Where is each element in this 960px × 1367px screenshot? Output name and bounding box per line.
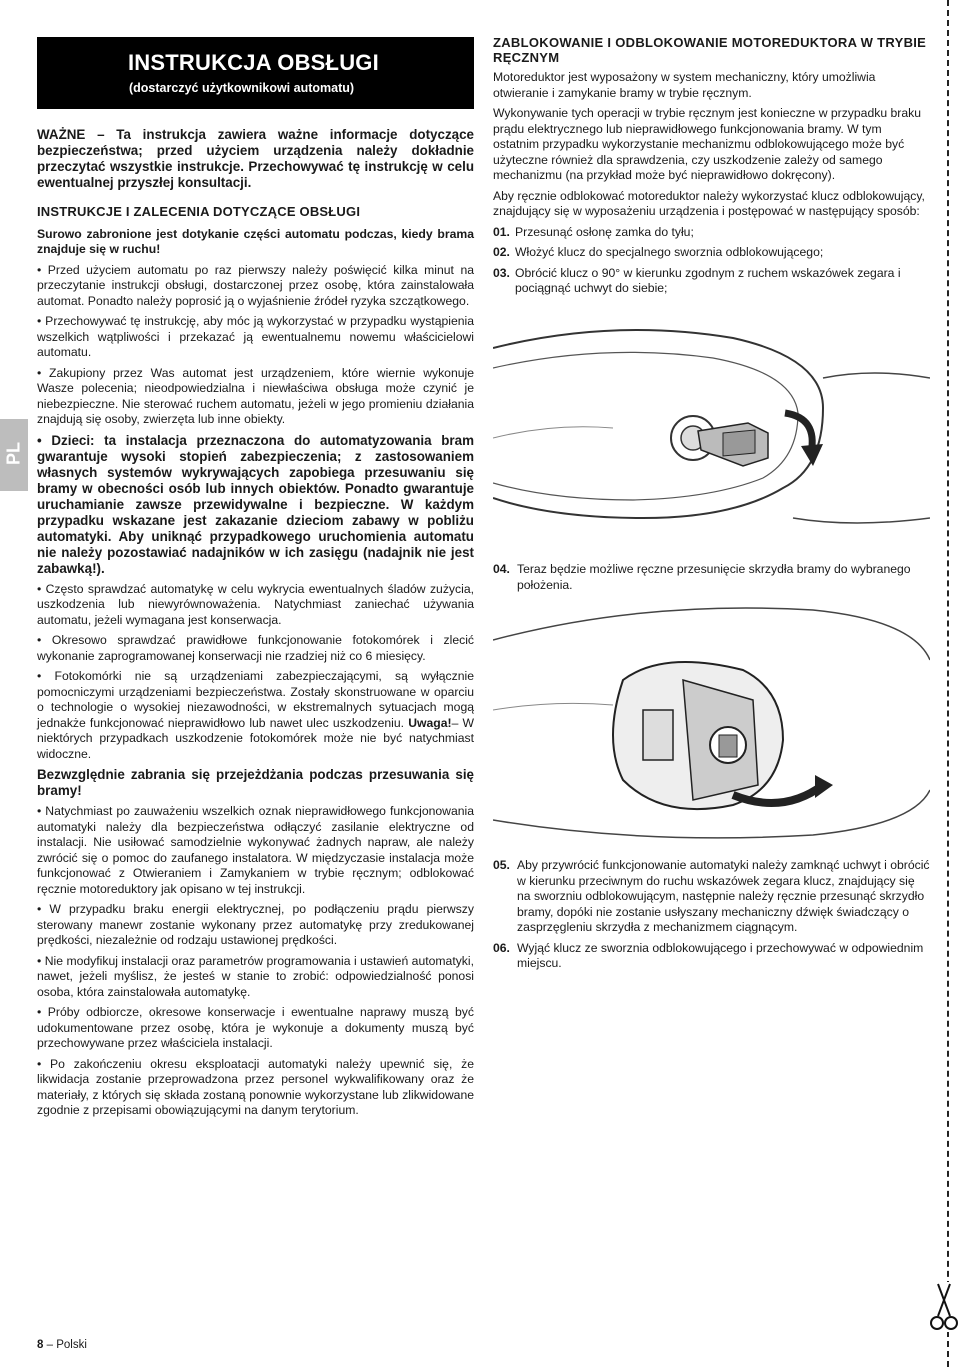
language-tab-label: PL [3,442,24,466]
paragraph: Motoreduktor jest wyposażony w system mechaniczny, który umożliwia otwieranie i zamykanie bramy w trybie ręcznym. [493,70,876,100]
paragraph: • Nie modyfikuj instalacji oraz parametrów programowania i ustawień automatyki, nawet, jeżeli myślisz, że jesteś w stanie to zrobić: odpowiedzialność ponosi osoba, która zainstalowała automatykę. [37,953,474,999]
cut-line [947,0,949,1367]
warning-text: Surowo zabronione jest dotykanie części automatu podczas, kiedy brama znajduje się w ruchu! [37,226,474,256]
photocell-text-2: – W niektórych przypadkach uszkodzenie fotokomórek może nie być natychmiast widoczne. [37,715,474,761]
photocell-text: • Fotokomórki nie są urządzeniami zabezpieczającymi, są wyłącznie pomocniczymi urządzeniami bezpieczeństwa. Zostały skonstruowane w oparciu o technologie o wysokiej niezawodności, w ekstremalnych sytuacjach mogą jednakże funkcjonować nieprawidłowo lub nawet ulec uszkodzeniu. [37,669,474,730]
step-05: 05. Aby przywrócić funkcjonowanie automatyki należy zamknąć uchwyt i obrócić w kierunku przeciwnym do ruchu wskazówek zegara klucz, znajdujący się na sworzniu odblokowującym, następnie należy ręcznie przesunąć skrzydło bramy, dopóki nie zostanie usłyszany mechaniczny dźwięk świadczący o zasprzęgleniu skrzydła z mechanizmem ciągnącym. [493,858,930,934]
page-number: 8 [37,1339,44,1351]
step-03: 03. Obrócić klucz o 90° w kierunku zgodnym z ruchem wskazówek zegara i pociągnąć uchwyt do siebie; [493,265,901,295]
paragraph: • Po zakończeniu okresu eksploatacji automatyki należy upewnić się, że likwidacja zostanie przeprowadzona przez personel wykwalifikowany oraz że materiały, z których się składa zostaną ponownie wykorzystane lub zlikwidowane zgodnie z przepisami obowiązującymi na danym terytorium. [37,1056,474,1117]
left-column [37,127,474,1124]
step-02: 02. Włożyć klucz do specjalnego sworznia odblokowującego; [493,245,824,259]
page-footer [37,1339,87,1351]
paragraph: Aby ręcznie odblokować motoreduktor należy wykorzystać klucz odblokowujący, znajdujący się w wyposażeniu urządzenia i postępować w następujący sposób: [493,188,925,218]
paragraph: • Okresowo sprawdzać prawidłowe funkcjonowanie fotokomórek i zlecić wykonanie zaprogramowanej konserwacji nie rzadziej niż co 6 miesięcy. [37,633,474,663]
steps-05-06 [493,858,930,977]
paragraph: • Przechowywać tę instrukcję, aby móc ją wykorzystać w przypadku wystąpienia wszelkich wątpliwości i przekazać ją ewentualnemu nowemu właścicielowi automatu. [37,314,474,359]
step-01: 01. Przesunąć osłonę zamka do tyłu; [493,224,694,239]
scissors-icon [930,1282,958,1332]
paragraph [37,669,474,762]
handle-release-figure [493,600,930,845]
right-column [493,35,930,302]
page-title: INSTRUKCJA OBSŁUGI [128,50,379,75]
section-title: INSTRUKCJE I ZALECENIA DOTYCZĄCE OBSŁUGI [37,204,361,219]
uwaga-label: Uwaga! [408,715,452,730]
release-section-title: ZABLOKOWANIE I ODBLOKOWANIE MOTOREDUKTORA W TRYBIE RĘCZNYM [493,35,927,65]
step-04: 04. Teraz będzie możliwe ręczne przesunięcie skrzydła bramy do wybranego położenia. [493,562,911,592]
paragraph: • Przed użyciem automatu po raz pierwszy należy poświęcić kilka minut na przeczytanie instrukcji obsługi, dostarczonej przez osobę, która zainstalowała automat. Ponadto należy poprosić ją o wyjaśnienie źródeł ryzyka szczątkowego. [37,262,474,308]
strict-warning: Bezwzględnie zabrania się przejeżdżania podczas przesuwania się bramy! [37,767,474,798]
paragraph: • Natychmiast po zauważeniu wszelkich oznak nieprawidłowego funkcjonowania automatyki należy dla bezpieczeństwa odłączyć zasilanie elektryczne od instalacji. Nie usiłować samodzielnie wykonywać żadnych napraw, ale należy zwrócić się o pomoc do zaufanego instalatora. W międzyczasie instalacja może funkcjonować z Otwieraniem i Zamykaniem w trybie ręcznym; odblokować ręcznie motoreduktory jak opisano w tej instrukcji. [37,804,474,896]
step-04-wrap [493,562,930,598]
important-note: WAŻNE – Ta instrukcja zawiera ważne informacje dotyczące bezpieczeństwa; przed użyciem urządzenia należy dokładnie przeczytać wszystkie instrukcje. Przechowywać tę instrukcję w celu ewentualnej przyszłej konsultacji. [37,127,474,190]
step-06: 06. Wyjąć klucz ze sworznia odblokowującego i przechowywać w odpowiednim miejscu. [493,940,924,970]
paragraph: • Próby odbiorcze, okresowe konserwacje i ewentualne naprawy muszą być udokumentowane przez osobę, która je wykonuje a dokumenty muszą być przechowywane przez właściciela instalacji. [37,1005,474,1050]
header-box [37,37,474,109]
paragraph: • Zakupiony przez Was automat jest urządzeniem, które wiernie wykonuje Wasze polecenia; nieodpowiedzialna i niewłaściwa obsługa może czynić je niebezpieczne. Nie sterować ruchem automatu, jeżeli w jego promieniu działania znajdują się osoby, zwierzęta lub inne obiekty. [37,365,474,426]
paragraph: Wykonywanie tych operacji w trybie ręcznym jest konieczne w przypadku braku prądu elektrycznego lub nieprawidłowego funkcjonowania bramy. W tym ostatnim przypadku wykorzystanie mechanizmu odblokowującego może być użyteczne również dla sprawdzenia, czy uszkodzenie zależy od samego mechanizmu (na przykład może być nieprawidłowo dokręcony). [493,106,921,182]
paragraph: • W przypadku braku energii elektrycznej, po podłączeniu prądu pierwszy sterowany manewr zostanie wykonany przez automatykę przy zredukowanej prędkości, niezależnie od rodzaju ustawionej prędkości. [37,902,474,947]
footer-language: – Polski [46,1339,87,1351]
page-subtitle: (dostarczyć użytkownikowi automatu) [129,81,355,95]
key-insertion-figure [493,318,930,550]
paragraph: • Często sprawdzać automatykę w celu wykrycia ewentualnych śladów zużycia, uszkodzenia lub niewyrównoważenia. Natychmiast zaniechać używania automatu, jeżeli wymagana jest konserwacja. [37,581,474,627]
language-tab [0,419,28,491]
children-warning: • Dzieci: ta instalacja przeznaczona do automatyzowania bram gwarantuje wysoki stopień zabezpieczenia; z zastosowaniem własnych systemów wykrywających zapobiega przesuwaniu się bramy w obecności osób lub innych obiektów. Ponadto gwarantuje uruchamianie zawsze przewidywalne i bezpieczne. W każdym przypadku wskazane jest zakazanie dzieciom zabawy w pobliżu automatyki. Aby uniknąć przypadkowego uruchomienia automatu nie należy pozostawiać nadajników w ich zasięgu (nadajnik nie jest zabawką!). [37,432,474,576]
